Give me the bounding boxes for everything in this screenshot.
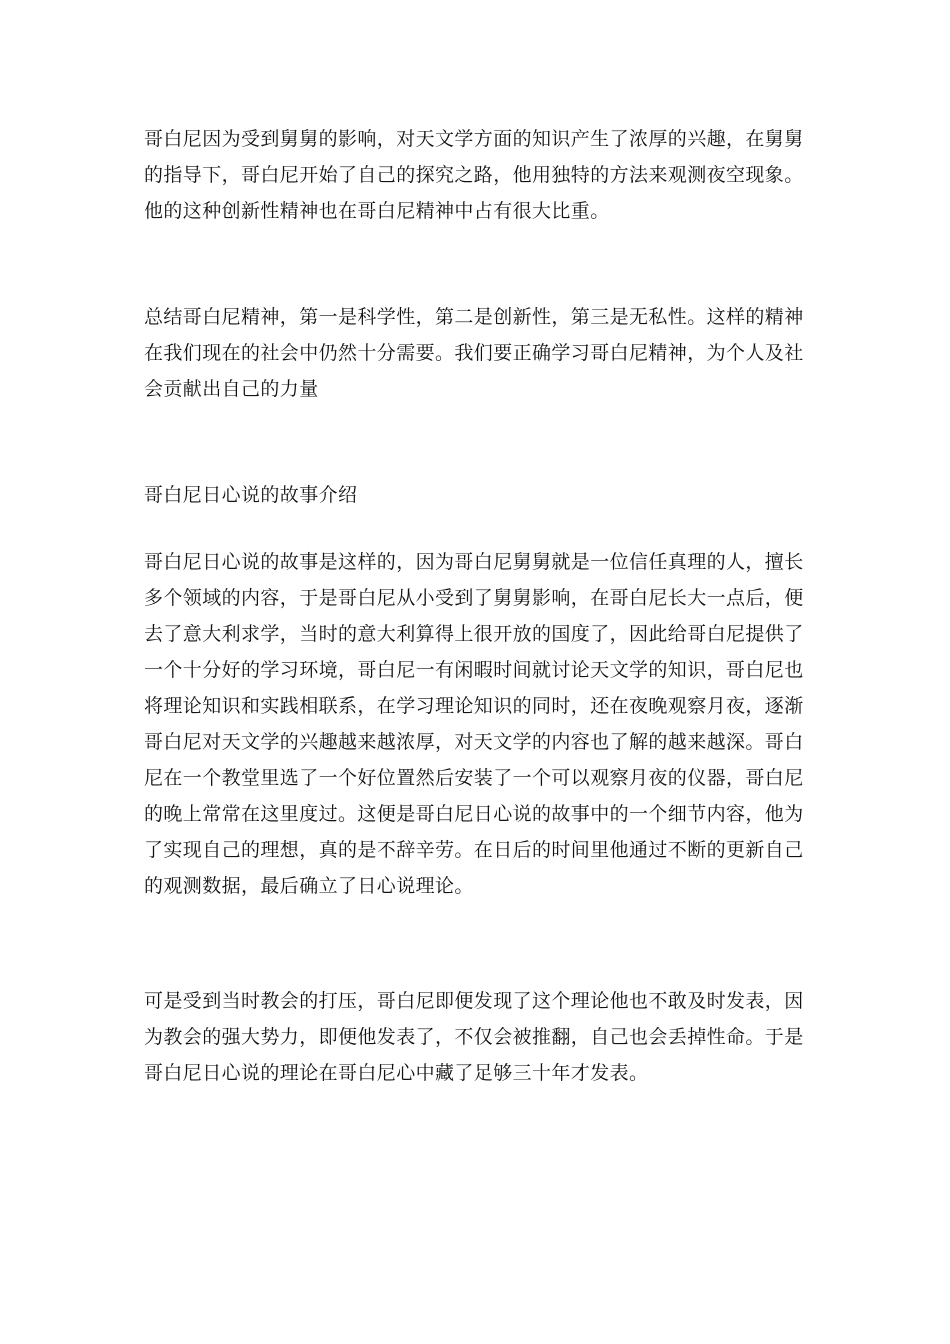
- text-line: 多个领域的内容，于是哥白尼从小受到了舅舅影响，在哥白尼长大一点后，便: [144, 587, 804, 609]
- text-line: 将理论知识和实践相联系，在学习理论知识的同时，还在夜晚观察月夜，逐渐: [144, 695, 804, 717]
- section-heading-heliocentric-story: [144, 477, 808, 513]
- text-line: 可是受到当时教会的打压，哥白尼即便发现了这个理论他也不敢及时发表，因: [144, 990, 804, 1012]
- text-line: 哥白尼日心说的理论在哥白尼心中藏了足够三十年才发表。: [144, 1062, 649, 1084]
- text-line: 尼在一个教堂里选了一个好位置然后安装了一个可以观察月夜的仪器，哥白尼: [144, 767, 804, 789]
- text-line: 的观测数据，最后确立了日心说理论。: [144, 875, 474, 897]
- text-line: 他的这种创新性精神也在哥白尼精神中占有很大比重。: [144, 200, 610, 222]
- paragraph-copernicus-uncle-influence: [144, 121, 808, 229]
- text-line: 哥白尼日心说的故事是这样的，因为哥白尼舅舅就是一位信任真理的人，擅长: [144, 551, 804, 573]
- paragraph-copernicus-spirit-summary: [144, 299, 808, 407]
- text-line: 为教会的强大势力，即便他发表了，不仅会被推翻，自己也会丢掉性命。于是: [144, 1026, 804, 1048]
- text-line: 的指导下，哥白尼开始了自己的探究之路，他用独特的方法来观测夜空现象。: [144, 164, 804, 186]
- text-line: 总结哥白尼精神，第一是科学性，第二是创新性，第三是无私性。这样的精神: [144, 306, 804, 328]
- text-line: 会贡献出自己的力量: [144, 378, 319, 400]
- paragraph-heliocentric-story: [144, 544, 808, 904]
- paragraph-church-suppression: [144, 983, 808, 1091]
- text-line: 哥白尼日心说的故事介绍: [144, 484, 358, 506]
- text-line: 的晚上常常在这里度过。这便是哥白尼日心说的故事中的一个细节内容，他为: [144, 803, 804, 825]
- text-line: 哥白尼因为受到舅舅的影响，对天文学方面的知识产生了浓厚的兴趣，在舅舅: [144, 128, 804, 150]
- text-line: 在我们现在的社会中仍然十分需要。我们要正确学习哥白尼精神，为个人及社: [144, 342, 804, 364]
- text-line: 一个十分好的学习环境，哥白尼一有闲暇时间就讨论天文学的知识，哥白尼也: [144, 659, 804, 681]
- text-line: 了实现自己的理想，真的是不辞辛劳。在日后的时间里他通过不断的更新自己: [144, 839, 804, 861]
- text-line: 去了意大利求学，当时的意大利算得上很开放的国度了，因此给哥白尼提供了: [144, 623, 804, 645]
- text-line: 哥白尼对天文学的兴趣越来越浓厚，对天文学的内容也了解的越来越深。哥白: [144, 731, 804, 753]
